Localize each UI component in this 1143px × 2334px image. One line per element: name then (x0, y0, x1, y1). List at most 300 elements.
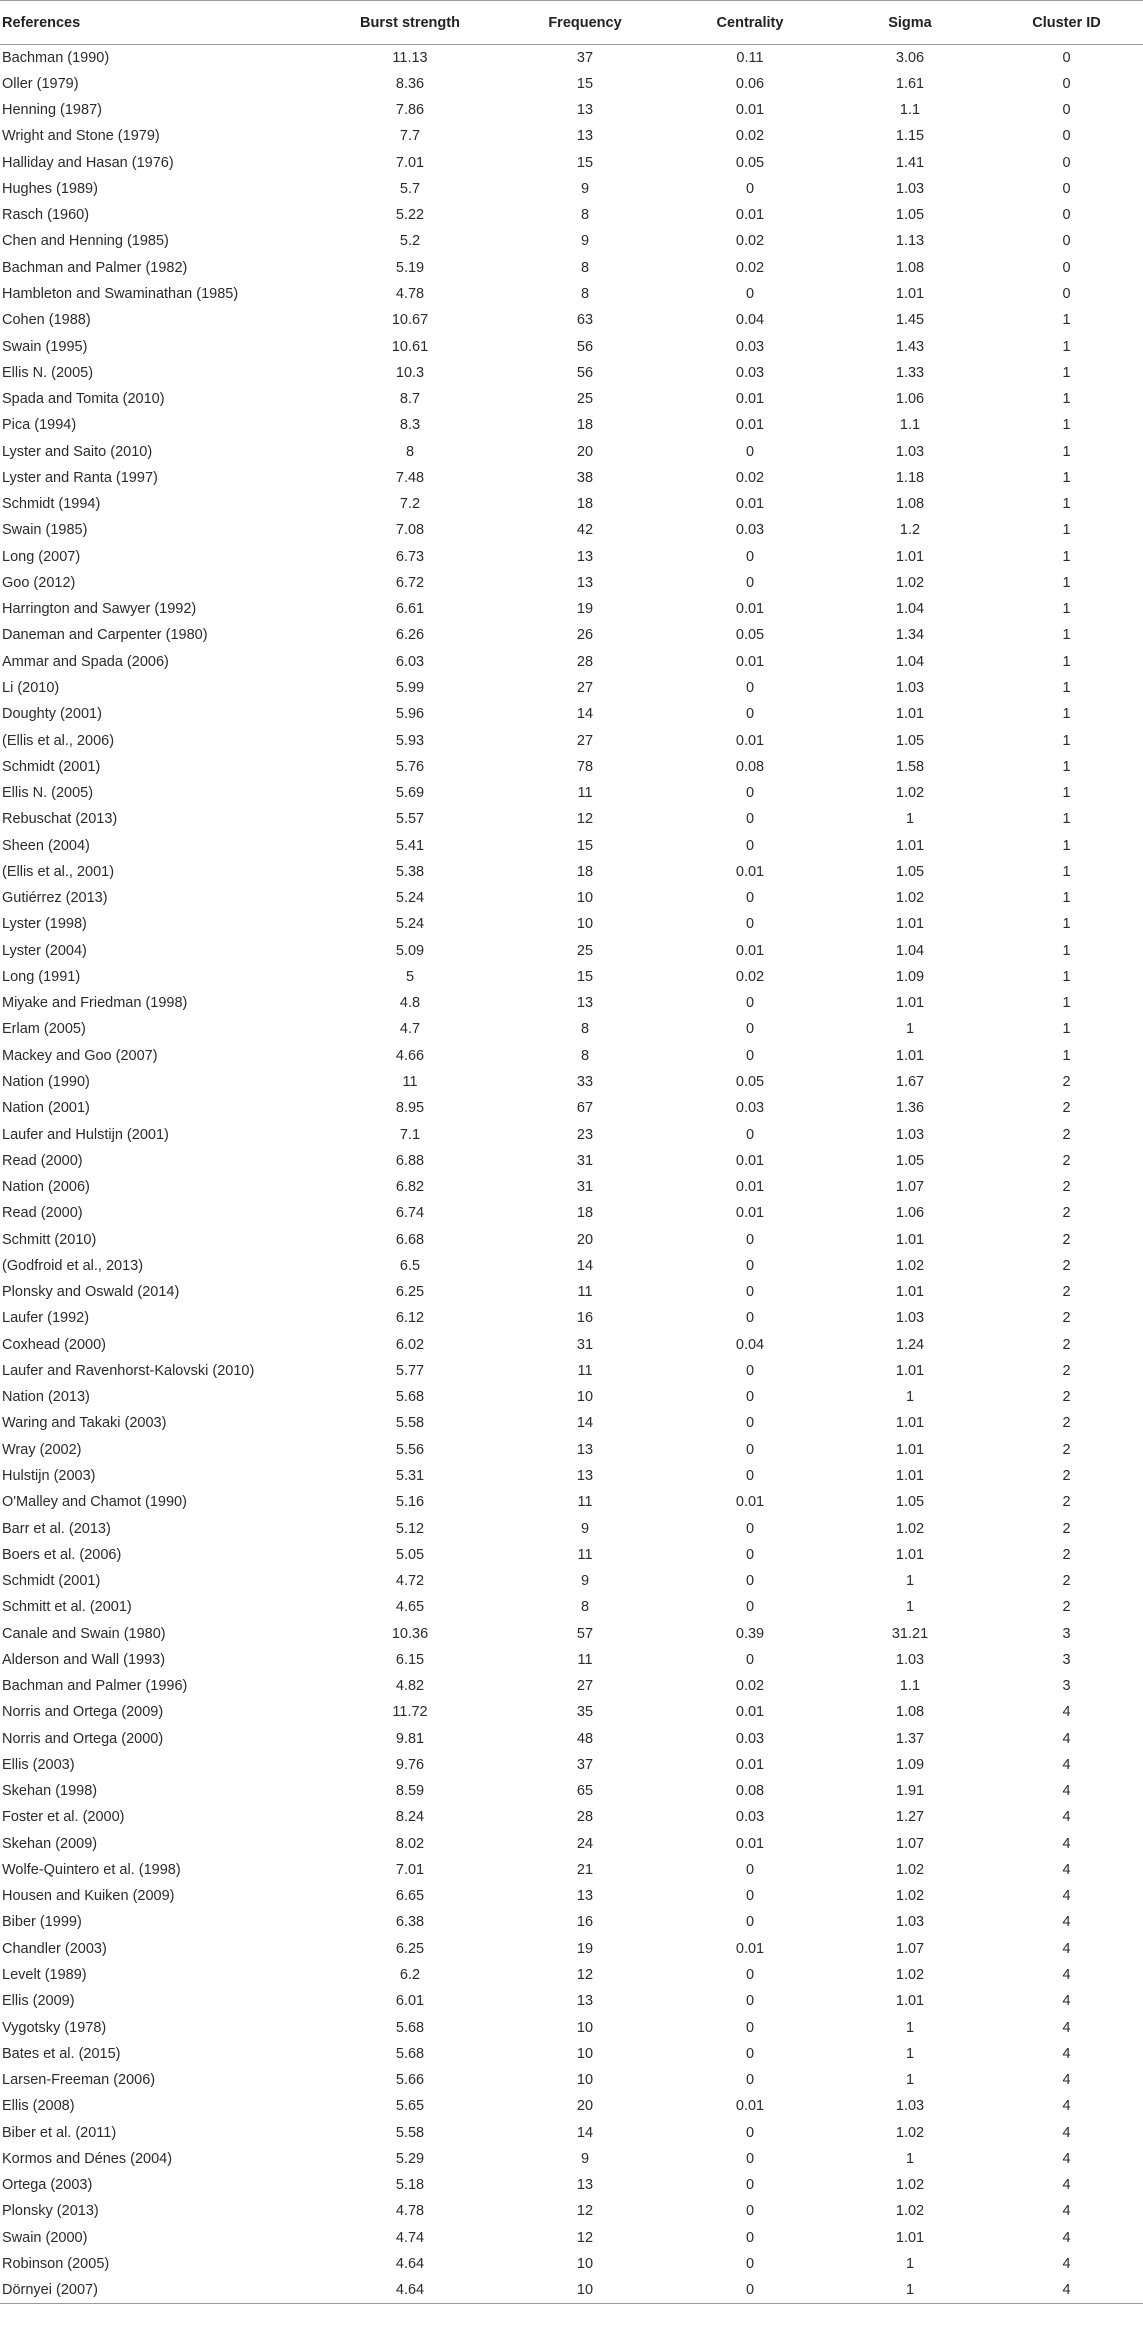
cell-reference: Schmidt (2001) (2, 758, 101, 775)
table-row (0, 2119, 1143, 2145)
cell-sigma: 1.01 (895, 995, 925, 1012)
cell-centrality: 0.01 (735, 1152, 765, 1169)
cell-sigma: 1.01 (895, 706, 925, 723)
cell-centrality: 0 (745, 1914, 755, 1931)
cell-frequency: 23 (576, 1126, 594, 1143)
cell-centrality: 0.01 (735, 1179, 765, 1196)
table-row (0, 1726, 1143, 1752)
cell-reference: Housen and Kuiken (2009) (2, 1888, 175, 1905)
table-row (0, 1121, 1143, 1147)
cell-burst-strength: 5.68 (395, 2045, 425, 2062)
cell-centrality: 0 (745, 1967, 755, 1984)
cell-burst-strength: 5.99 (395, 680, 425, 696)
cell-burst-strength: 10.61 (391, 338, 429, 355)
cell-sigma: 1.03 (895, 1914, 925, 1931)
cell-centrality: 0 (745, 1362, 755, 1379)
cell-cluster-id: 4 (1062, 1888, 1071, 1905)
table-row (0, 45, 1143, 71)
cell-frequency: 11 (577, 1651, 593, 1668)
cell-frequency: 28 (576, 653, 594, 670)
cell-cluster-id: 1 (1062, 522, 1071, 539)
cell-centrality: 0.01 (735, 496, 765, 513)
cell-frequency: 18 (576, 1205, 594, 1222)
cell-cluster-id: 4 (1062, 1783, 1071, 1800)
cell-reference: Hughes (1989) (2, 180, 98, 197)
cell-reference: Daneman and Carpenter (1980) (2, 627, 208, 644)
table-body (0, 45, 1143, 2304)
cell-frequency: 63 (576, 312, 594, 329)
cell-reference: Ortega (2003) (2, 2177, 93, 2194)
table-row (0, 596, 1143, 622)
table-row (0, 386, 1143, 412)
cell-frequency: 13 (576, 548, 594, 565)
cell-cluster-id: 2 (1062, 1100, 1071, 1117)
cell-frequency: 18 (576, 417, 594, 434)
cell-cluster-id: 1 (1062, 417, 1071, 434)
cell-burst-strength: 4.8 (399, 995, 421, 1012)
cell-centrality: 0.02 (735, 128, 765, 145)
cell-reference: Lyster (1998) (2, 916, 87, 933)
cell-sigma: 1 (905, 1021, 915, 1038)
table-row (0, 701, 1143, 727)
cell-reference: Bates et al. (2015) (2, 2045, 121, 2062)
cell-frequency: 27 (576, 680, 594, 696)
cell-centrality: 0 (745, 2072, 755, 2089)
cell-burst-strength: 4.72 (395, 1573, 425, 1590)
cell-sigma: 1.33 (895, 364, 925, 381)
cell-centrality: 0.08 (735, 1783, 765, 1800)
cell-reference: Doughty (2001) (2, 706, 102, 723)
cell-sigma: 1.01 (895, 1047, 925, 1064)
cell-centrality: 0.11 (736, 49, 764, 66)
cell-reference: Schmidt (1994) (2, 496, 101, 513)
table-row (0, 412, 1143, 438)
cell-centrality: 0.01 (735, 1940, 765, 1957)
cell-cluster-id: 4 (1062, 2045, 1071, 2062)
cell-burst-strength: 5.69 (395, 785, 425, 802)
cell-frequency: 8 (580, 286, 590, 303)
cell-cluster-id: 2 (1062, 1546, 1071, 1563)
cell-reference: Nation (1990) (2, 1073, 90, 1090)
cell-cluster-id: 1 (1062, 627, 1071, 644)
cell-sigma: 1.01 (895, 1362, 925, 1379)
cell-reference: Skehan (2009) (2, 1835, 98, 1852)
cell-frequency: 8 (580, 1599, 590, 1616)
cell-cluster-id: 4 (1062, 2072, 1071, 2089)
cell-frequency: 15 (576, 968, 594, 985)
cell-frequency: 14 (576, 1415, 594, 1432)
cell-sigma: 1.05 (895, 863, 925, 880)
table-row (0, 1253, 1143, 1279)
cell-frequency: 16 (576, 1310, 594, 1327)
cell-frequency: 37 (576, 1756, 594, 1773)
cell-burst-strength: 8.36 (395, 75, 425, 92)
table-row (0, 622, 1143, 648)
table-row (0, 1332, 1143, 1358)
cell-sigma: 1.58 (895, 758, 925, 775)
cell-reference: Goo (2012) (2, 574, 76, 591)
cell-reference: Larsen-Freeman (2006) (2, 2072, 156, 2089)
cell-frequency: 16 (576, 1914, 594, 1931)
cell-cluster-id: 1 (1062, 680, 1071, 696)
cell-reference: Ellis N. (2005) (2, 785, 94, 802)
table-row (0, 465, 1143, 491)
cell-centrality: 0.01 (735, 942, 765, 959)
cell-burst-strength: 5.16 (395, 1494, 425, 1511)
cell-cluster-id: 4 (1062, 2177, 1071, 2194)
cell-reference: Wolfe-Quintero et al. (1998) (2, 1861, 181, 1878)
cell-sigma: 1.02 (895, 1520, 925, 1537)
cell-burst-strength: 5.58 (395, 1415, 425, 1432)
cell-cluster-id: 4 (1062, 1756, 1071, 1773)
table-row (0, 123, 1143, 149)
cell-frequency: 20 (576, 443, 594, 460)
cell-sigma: 1.13 (895, 233, 925, 250)
cell-sigma: 1.18 (895, 469, 925, 486)
cell-burst-strength: 8 (405, 443, 415, 460)
cell-centrality: 0 (745, 1231, 755, 1248)
cell-sigma: 1.01 (895, 548, 925, 565)
cell-centrality: 0.01 (735, 1756, 765, 1773)
table-row (0, 1174, 1143, 1200)
table-row (0, 1148, 1143, 1174)
cell-cluster-id: 1 (1062, 706, 1071, 723)
cell-reference: Swain (2000) (2, 2229, 88, 2246)
cell-sigma: 1.15 (895, 128, 925, 145)
cell-cluster-id: 4 (1062, 2019, 1071, 2036)
cell-centrality: 0.01 (735, 1704, 765, 1721)
cell-cluster-id: 1 (1062, 1021, 1071, 1038)
cell-frequency: 28 (576, 1809, 594, 1826)
cell-burst-strength: 6.02 (395, 1336, 425, 1353)
cell-frequency: 67 (576, 1100, 594, 1117)
cell-centrality: 0.02 (735, 259, 765, 276)
cell-centrality: 0 (745, 995, 755, 1012)
cell-cluster-id: 2 (1062, 1599, 1071, 1616)
cell-sigma: 1.07 (895, 1179, 925, 1196)
cell-burst-strength: 5.29 (395, 2150, 425, 2167)
table-row (0, 2225, 1143, 2251)
cell-cluster-id: 1 (1062, 1047, 1071, 1064)
cell-burst-strength: 5.96 (395, 706, 425, 723)
cell-centrality: 0 (745, 1441, 755, 1458)
cell-reference: Hulstijn (2003) (2, 1467, 96, 1484)
cell-reference: Dörnyei (2007) (0, 2277, 320, 2303)
cell-reference: Schmitt (2010) (2, 1231, 97, 1248)
cell-frequency: 11 (577, 785, 593, 802)
cell-sigma: 1.43 (895, 338, 925, 355)
cell-frequency: 38 (576, 469, 594, 486)
cell-frequency: 13 (576, 574, 594, 591)
table-row (0, 2251, 1143, 2277)
table-row (0, 806, 1143, 832)
cell-burst-strength: 5.24 (395, 890, 425, 907)
cell-centrality: 0.06 (735, 75, 765, 92)
table-row (0, 1515, 1143, 1541)
cell-reference: Erlam (2005) (2, 1021, 86, 1038)
cell-cluster-id: 4 (1062, 1809, 1071, 1826)
table-row (0, 727, 1143, 753)
cell-burst-strength: 5.77 (395, 1362, 425, 1379)
cell-reference: Bachman and Palmer (1982) (2, 259, 188, 276)
cell-reference: Nation (2001) (2, 1100, 90, 1117)
cell-cluster-id: 2 (1062, 1310, 1071, 1327)
cell-sigma: 1.01 (895, 1284, 925, 1301)
cell-reference: Spada and Tomita (2010) (2, 391, 165, 408)
cell-cluster-id: 2 (1062, 1362, 1071, 1379)
cell-frequency: 10 (500, 2277, 670, 2303)
table-row (0, 1200, 1143, 1226)
cell-frequency: 13 (576, 1993, 594, 2010)
cell-frequency: 15 (576, 154, 594, 171)
cell-frequency: 12 (576, 1967, 594, 1984)
table-row (0, 2198, 1143, 2224)
cell-centrality: 0 (745, 1415, 755, 1432)
cell-reference: Cohen (1988) (2, 312, 91, 329)
cell-sigma: 1.09 (895, 1756, 925, 1773)
cell-burst-strength: 5.57 (395, 811, 425, 828)
cell-cluster-id: 2 (1062, 1284, 1071, 1301)
cell-frequency: 14 (576, 1257, 594, 1274)
table-row (0, 150, 1143, 176)
cell-burst-strength: 5.18 (395, 2177, 425, 2194)
cell-centrality: 0.01 (735, 601, 765, 618)
cell-reference: Harrington and Sawyer (1992) (2, 601, 197, 618)
cell-frequency: 18 (576, 863, 594, 880)
cell-cluster-id: 1 (1062, 968, 1071, 985)
table-row (0, 1752, 1143, 1778)
cell-reference: Wright and Stone (1979) (2, 128, 160, 145)
table-row (0, 517, 1143, 543)
cell-reference: (Godfroid et al., 2013) (2, 1257, 144, 1274)
cell-sigma: 1.01 (895, 1546, 925, 1563)
cell-cluster-id: 0 (1062, 259, 1071, 276)
cell-centrality: 0.01 (735, 2098, 765, 2115)
cell-burst-strength: 6.25 (395, 1940, 425, 1957)
cell-centrality: 0 (745, 2203, 755, 2220)
cell-reference: Henning (1987) (2, 102, 102, 119)
cell-frequency: 15 (576, 75, 594, 92)
cell-centrality: 0.03 (735, 1809, 765, 1826)
cell-burst-strength: 8.02 (395, 1835, 425, 1852)
cell-frequency: 37 (576, 49, 594, 66)
cell-burst-strength: 6.74 (395, 1205, 425, 1222)
cell-sigma: 1.01 (895, 1415, 925, 1432)
table-row (0, 911, 1143, 937)
cell-burst-strength: 6.72 (395, 574, 425, 591)
cell-cluster-id: 0 (1062, 286, 1071, 303)
cell-cluster-id: 1 (1062, 758, 1071, 775)
cell-reference: Sheen (2004) (2, 837, 90, 854)
cell-frequency: 13 (576, 1467, 594, 1484)
table-row (0, 1384, 1143, 1410)
table-row (0, 1936, 1143, 1962)
table-row (0, 1069, 1143, 1095)
cell-centrality: 0 (745, 2177, 755, 2194)
cell-centrality: 0.03 (735, 1730, 765, 1747)
cell-burst-strength: 10.3 (395, 364, 425, 381)
cell-cluster-id: 0 (1062, 207, 1071, 224)
cell-sigma: 1.45 (895, 312, 925, 329)
cell-burst-strength: 6.25 (395, 1284, 425, 1301)
cell-burst-strength: 7.08 (395, 522, 425, 539)
cell-sigma: 1.1 (899, 1678, 921, 1695)
cell-reference: Ellis N. (2005) (2, 364, 94, 381)
cell-sigma: 1.27 (895, 1809, 925, 1826)
cell-reference: Waring and Takaki (2003) (2, 1415, 167, 1432)
cell-sigma: 1.04 (895, 942, 925, 959)
cell-sigma: 1 (830, 2277, 990, 2303)
cell-centrality: 0 (745, 2019, 755, 2036)
cell-frequency: 25 (576, 942, 594, 959)
cell-sigma: 1 (905, 1599, 915, 1616)
cell-burst-strength: 7.48 (395, 469, 425, 486)
cell-cluster-id: 4 (1062, 1940, 1071, 1957)
cell-cluster-id: 1 (1062, 785, 1071, 802)
cell-burst-strength: 5.58 (395, 2124, 425, 2141)
cell-burst-strength: 6.5 (399, 1257, 421, 1274)
table-row (0, 1016, 1143, 1042)
cell-sigma: 1.2 (899, 522, 921, 539)
cell-sigma: 1.03 (895, 680, 925, 696)
cell-sigma: 1.03 (895, 1126, 925, 1143)
cell-cluster-id: 2 (1062, 1494, 1071, 1511)
cell-centrality: 0 (745, 2229, 755, 2246)
cell-sigma: 3.06 (895, 49, 925, 66)
table-row (0, 228, 1143, 254)
cell-reference: Hambleton and Swaminathan (1985) (2, 286, 239, 303)
cell-sigma: 1.02 (895, 890, 925, 907)
table-row (0, 1831, 1143, 1857)
cell-frequency: 78 (576, 758, 594, 775)
cell-frequency: 13 (576, 1441, 594, 1458)
cell-reference: Norris and Ortega (2000) (2, 1730, 164, 1747)
cell-frequency: 18 (576, 496, 594, 513)
cell-reference: Ellis (2008) (2, 2098, 75, 2115)
cell-sigma: 1 (905, 2150, 915, 2167)
cell-reference: Bachman and Palmer (1996) (2, 1678, 188, 1695)
cell-centrality: 0.02 (735, 1678, 765, 1695)
cell-reference: Chandler (2003) (2, 1940, 107, 1957)
cell-reference: O'Malley and Chamot (1990) (2, 1494, 187, 1511)
cell-cluster-id: 1 (1062, 653, 1071, 670)
cell-burst-strength: 11 (402, 1073, 418, 1090)
cell-reference: Ammar and Spada (2006) (2, 653, 169, 670)
cell-centrality: 0 (745, 443, 755, 460)
table-row (0, 1594, 1143, 1620)
cell-frequency: 27 (576, 1678, 594, 1695)
cell-sigma: 1.01 (895, 2229, 925, 2246)
cell-centrality: 0 (745, 706, 755, 723)
cell-centrality: 0.02 (735, 968, 765, 985)
cell-reference: Foster et al. (2000) (2, 1809, 125, 1826)
cell-cluster-id: 1 (1062, 364, 1071, 381)
cell-cluster-id: 1 (1062, 496, 1071, 513)
cell-burst-strength: 4.74 (395, 2229, 425, 2246)
cell-sigma: 1.05 (895, 1152, 925, 1169)
table-row (0, 1857, 1143, 1883)
cell-centrality: 0.08 (735, 758, 765, 775)
header-frequency: Frequency (500, 1, 670, 45)
table-row (0, 1226, 1143, 1252)
cell-cluster-id: 1 (1062, 312, 1071, 329)
cell-cluster-id: 4 (1062, 1704, 1071, 1721)
cell-frequency: 25 (576, 391, 594, 408)
header-centrality: Centrality (670, 1, 830, 45)
cell-frequency: 35 (576, 1704, 594, 1721)
cell-cluster-id: 0 (1062, 75, 1071, 92)
cell-centrality: 0 (745, 1651, 755, 1668)
cell-burst-strength: 5.93 (395, 732, 425, 749)
header-row (0, 1, 1143, 45)
cell-burst-strength: 10.36 (391, 1625, 429, 1642)
cell-cluster-id: 1 (1062, 443, 1071, 460)
table-row (0, 2172, 1143, 2198)
cell-sigma: 1 (905, 2019, 915, 2036)
table-row (0, 1988, 1143, 2014)
table-row (0, 938, 1143, 964)
cell-centrality: 0 (745, 1467, 755, 1484)
cell-reference: Levelt (1989) (2, 1967, 87, 1984)
cell-centrality: 0.02 (735, 469, 765, 486)
cell-frequency: 12 (576, 811, 594, 828)
cell-frequency: 56 (576, 364, 594, 381)
cell-frequency: 14 (576, 706, 594, 723)
cell-sigma: 1.1 (899, 102, 921, 119)
cell-centrality: 0 (745, 574, 755, 591)
table-row (0, 1489, 1143, 1515)
cell-cluster-id: 1 (1062, 574, 1071, 591)
cell-frequency: 27 (576, 732, 594, 749)
table-row (0, 2067, 1143, 2093)
cell-frequency: 11 (577, 1546, 593, 1563)
cell-burst-strength: 6.2 (399, 1967, 421, 1984)
cell-frequency: 10 (576, 916, 594, 933)
cell-burst-strength: 9.76 (395, 1756, 425, 1773)
cell-sigma: 1.08 (895, 496, 925, 513)
cell-frequency: 11 (577, 1494, 593, 1511)
cell-centrality: 0.01 (735, 863, 765, 880)
cell-centrality: 0.03 (735, 522, 765, 539)
cell-cluster-id: 4 (1062, 1914, 1071, 1931)
table-row (0, 1962, 1143, 1988)
cell-sigma: 1.05 (895, 1494, 925, 1511)
cell-sigma: 1.03 (895, 443, 925, 460)
cell-sigma: 1 (905, 2045, 915, 2062)
cell-sigma: 1.05 (895, 732, 925, 749)
cell-frequency: 13 (576, 128, 594, 145)
cell-cluster-id: 2 (1062, 1336, 1071, 1353)
cell-reference: Swain (1985) (2, 522, 88, 539)
cell-frequency: 48 (576, 1730, 594, 1747)
cell-cluster-id: 4 (1062, 2150, 1071, 2167)
cell-sigma: 1.07 (895, 1835, 925, 1852)
cell-cluster-id: 4 (1062, 1993, 1071, 2010)
cell-centrality: 0 (745, 1888, 755, 1905)
cell-sigma: 1.01 (895, 1467, 925, 1484)
cell-sigma: 1.01 (895, 1441, 925, 1458)
cell-centrality: 0 (745, 1861, 755, 1878)
cell-sigma: 1.91 (895, 1783, 925, 1800)
cell-reference: Plonsky and Oswald (2014) (2, 1284, 180, 1301)
cell-cluster-id: 2 (1062, 1415, 1071, 1432)
cell-frequency: 19 (576, 601, 594, 618)
cell-sigma: 1.01 (895, 1993, 925, 2010)
cell-sigma: 1.09 (895, 968, 925, 985)
cell-centrality: 0.39 (735, 1625, 765, 1642)
cell-cluster-id: 2 (1062, 1389, 1071, 1406)
cell-sigma: 1 (905, 811, 915, 828)
